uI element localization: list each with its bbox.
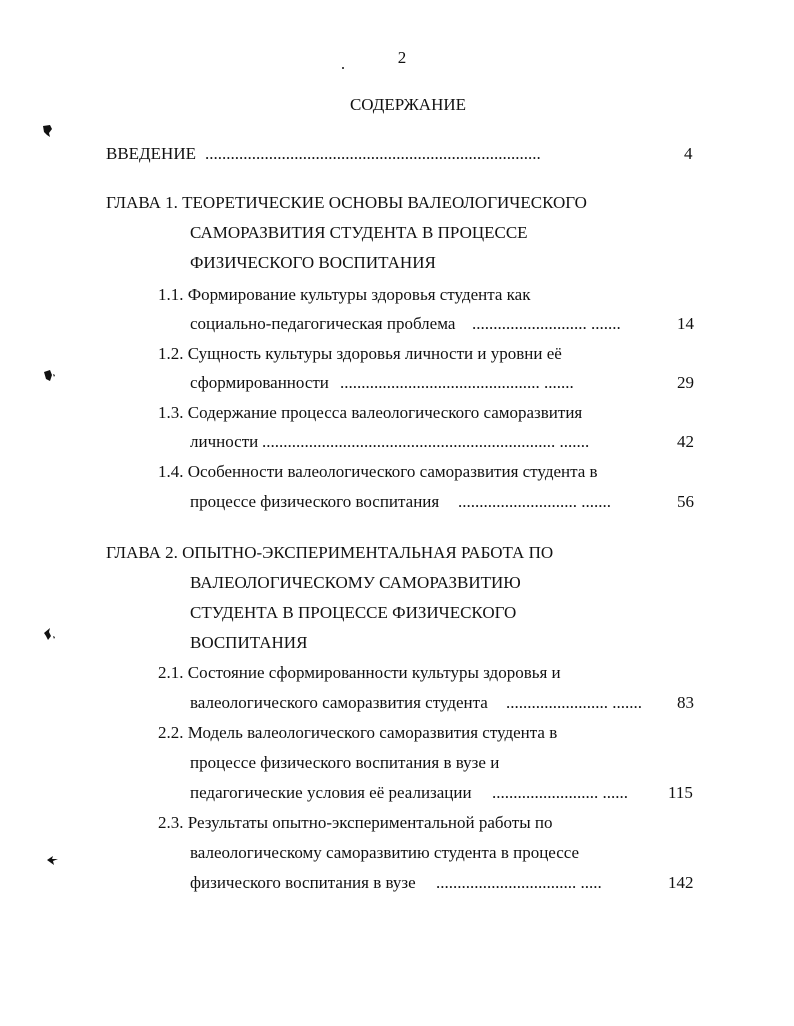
chapter-1-heading-line-2: САМОРАЗВИТИЯ СТУДЕНТА В ПРОЦЕССЕ [190, 223, 528, 242]
section-1-3-page: 42 [677, 432, 694, 451]
section-2-2-leader: ......................... ...... [492, 783, 628, 802]
section-1-2-line-1[interactable]: 1.2. Сущность культуры здоровья личности и уровни её [158, 344, 562, 363]
section-2-1-page: 83 [677, 693, 694, 712]
toc-intro-label[interactable]: ВВЕДЕНИЕ [106, 144, 196, 163]
chapter-2-heading-line-2: ВАЛЕОЛОГИЧЕСКОМУ САМОРАЗВИТИЮ [190, 573, 521, 592]
page-number: 2 [397, 48, 407, 67]
section-2-3-line-2: валеологическому саморазвитию студента в процессе [190, 843, 580, 862]
ink-blot-icon [42, 369, 56, 383]
chapter-1-heading-line-3: ФИЗИЧЕСКОГО ВОСПИТАНИЯ [190, 253, 436, 272]
section-1-1-line-2: социально-педагогическая проблема [190, 314, 456, 333]
section-1-2-line-2: сформированности [190, 373, 329, 392]
section-2-3-page: 142 [668, 873, 694, 892]
section-1-1-leader: ........................... ....... [472, 314, 621, 333]
section-1-1-line-1[interactable]: 1.1. Формирование культуры здоровья студента как [158, 285, 531, 304]
section-2-2-page: 115 [668, 783, 693, 802]
toc-intro-page: 4 [684, 144, 693, 163]
section-1-3-leader: ..................................................................... ....... [262, 432, 590, 451]
section-2-1-line-2: валеологического саморазвития студента [190, 693, 488, 712]
section-1-1-page: 14 [677, 314, 694, 333]
section-2-3-leader: ................................. ..... [436, 873, 602, 892]
chapter-2-heading-line-1[interactable]: ГЛАВА 2. ОПЫТНО-ЭКСПЕРИМЕНТАЛЬНАЯ РАБОТА ПО [106, 543, 554, 562]
section-2-3-line-3: физического воспитания в вузе [190, 873, 416, 892]
section-1-4-line-1[interactable]: 1.4. Особенности валеологического саморазвития студента в [158, 462, 598, 481]
section-2-2-line-3: педагогические условия её реализации [190, 783, 472, 802]
ink-blot-icon [46, 853, 60, 867]
section-2-2-line-1[interactable]: 2.2. Модель валеологического саморазвития студента в [158, 723, 558, 742]
section-1-3-line-2: личности [190, 432, 259, 451]
speck-icon [342, 67, 344, 69]
ink-blot-icon [42, 627, 56, 641]
section-1-4-page: 56 [677, 492, 694, 511]
section-1-4-line-2: процессе физического воспитания [190, 492, 440, 511]
chapter-2-heading-line-4: ВОСПИТАНИЯ [190, 633, 308, 652]
section-1-3-line-1[interactable]: 1.3. Содержание процесса валеологического саморазвития [158, 403, 583, 422]
toc-intro-leader: ............................................................................... [205, 144, 541, 163]
section-1-4-leader: ............................ ....... [458, 492, 611, 511]
page-title: СОДЕРЖАНИЕ [349, 95, 467, 114]
section-2-2-line-2: процессе физического воспитания в вузе и [190, 753, 500, 772]
section-2-3-line-1[interactable]: 2.3. Результаты опытно-экспериментальной работы по [158, 813, 553, 832]
section-1-2-leader: ............................................... ....... [340, 373, 574, 392]
section-2-1-line-1[interactable]: 2.1. Состояние сформированности культуры здоровья и [158, 663, 561, 682]
chapter-2-heading-line-3: СТУДЕНТА В ПРОЦЕССЕ ФИЗИЧЕСКОГО [190, 603, 517, 622]
ink-blot-icon [40, 124, 54, 138]
section-2-1-leader: ........................ ....... [506, 693, 642, 712]
section-1-2-page: 29 [677, 373, 694, 392]
chapter-1-heading-line-1[interactable]: ГЛАВА 1. ТЕОРЕТИЧЕСКИЕ ОСНОВЫ ВАЛЕОЛОГИЧЕСКОГО [106, 193, 587, 212]
